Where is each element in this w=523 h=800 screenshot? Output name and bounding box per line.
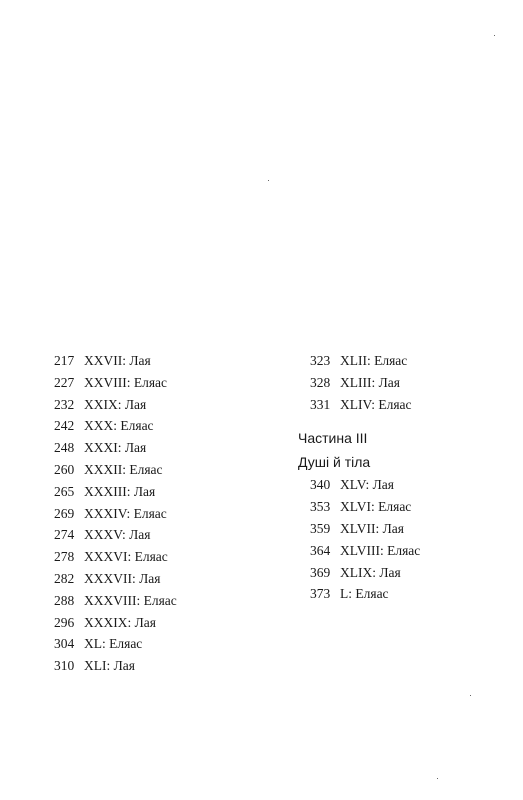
scan-speck xyxy=(437,778,438,779)
chapter-title: XXXVII: Лая xyxy=(84,570,161,586)
chapter-title: XXXV: Лая xyxy=(84,527,151,543)
chapter-title: XXXVIII: Еляас xyxy=(84,592,177,608)
toc-entry[interactable] xyxy=(298,350,498,372)
toc-entry[interactable] xyxy=(298,496,498,518)
toc-entry[interactable] xyxy=(298,474,498,496)
chapter-title: XLIV: Еляас xyxy=(340,396,412,412)
toc-entry[interactable] xyxy=(54,372,284,394)
chapter-title: XXX: Еляас xyxy=(84,418,154,434)
page-number: 282 xyxy=(54,570,75,586)
chapter-title: XXXIII: Лая xyxy=(84,483,156,499)
scan-speck xyxy=(268,180,269,181)
toc-entry[interactable] xyxy=(54,503,284,525)
page-number: 269 xyxy=(54,505,75,521)
chapter-title: L: Еляас xyxy=(340,586,389,602)
part-subtitle: Душі й тіла xyxy=(298,454,371,471)
toc-entry[interactable] xyxy=(298,372,498,394)
chapter-title: XLVI: Еляас xyxy=(340,499,412,515)
toc-entry[interactable] xyxy=(54,633,284,655)
chapter-title: XLIII: Лая xyxy=(340,374,400,390)
page-number: 340 xyxy=(310,477,331,493)
page-number: 353 xyxy=(310,499,331,515)
page-number: 242 xyxy=(54,418,75,434)
chapter-title: XXXIX: Лая xyxy=(84,614,156,630)
toc-entry[interactable] xyxy=(298,394,498,416)
toc-entry[interactable] xyxy=(54,350,284,372)
chapter-title: XLVIII: Еляас xyxy=(340,542,421,558)
page-number: 274 xyxy=(54,527,75,543)
chapter-title: XLI: Лая xyxy=(84,658,135,674)
chapter-title: XLV: Лая xyxy=(340,477,394,493)
toc-entry[interactable] xyxy=(54,394,284,416)
page-number: 296 xyxy=(54,614,75,630)
page-number: 373 xyxy=(310,586,331,602)
page-number: 359 xyxy=(310,520,331,536)
chapter-title: XXXI: Лая xyxy=(84,440,147,456)
toc-entry[interactable] xyxy=(298,583,498,605)
page-number: 232 xyxy=(54,396,75,412)
toc-entry[interactable] xyxy=(54,590,284,612)
chapter-title: XXIX: Лая xyxy=(84,396,147,412)
chapter-title: XL: Еляас xyxy=(84,636,143,652)
page-number: 260 xyxy=(54,461,75,477)
chapter-title: XLIX: Лая xyxy=(340,564,401,580)
toc-entry[interactable] xyxy=(54,415,284,437)
chapter-title: XLII: Еляас xyxy=(340,353,408,368)
spacer xyxy=(298,415,498,426)
page-number: 369 xyxy=(310,564,331,580)
page-number: 217 xyxy=(54,353,75,368)
page-number: 227 xyxy=(54,374,75,390)
scan-speck xyxy=(470,695,471,696)
page-number: 288 xyxy=(54,592,75,608)
scan-speck xyxy=(494,35,495,36)
toc-entry[interactable] xyxy=(298,518,498,540)
chapter-title: XXXIV: Еляас xyxy=(84,505,167,521)
toc-entry[interactable] xyxy=(54,481,284,503)
page-number: 310 xyxy=(54,658,75,674)
part-label: Частина III xyxy=(298,430,368,447)
chapter-title: XXVII: Лая xyxy=(84,353,151,368)
chapter-title: XXVIII: Еляас xyxy=(84,374,168,390)
toc-right-column xyxy=(298,350,498,605)
toc-entry[interactable] xyxy=(54,546,284,568)
toc-entry[interactable] xyxy=(54,612,284,634)
page-number: 331 xyxy=(310,396,331,412)
toc-left-column xyxy=(54,350,284,677)
toc-entry[interactable] xyxy=(54,437,284,459)
page-number: 328 xyxy=(310,374,331,390)
chapter-title: XXXII: Еляас xyxy=(84,461,163,477)
toc-entry[interactable] xyxy=(54,524,284,546)
toc-entry[interactable] xyxy=(54,568,284,590)
chapter-title: XXXVI: Еляас xyxy=(84,549,168,565)
toc-entry[interactable] xyxy=(54,655,284,677)
page-number: 265 xyxy=(54,483,75,499)
toc-entry[interactable] xyxy=(54,459,284,481)
page-number: 278 xyxy=(54,549,75,565)
page-number: 248 xyxy=(54,440,75,456)
page-number: 323 xyxy=(310,353,331,368)
page-number: 364 xyxy=(310,542,331,558)
toc-entry[interactable] xyxy=(298,540,498,562)
toc-entry[interactable] xyxy=(298,562,498,584)
chapter-title: XLVII: Лая xyxy=(340,520,404,536)
page-number: 304 xyxy=(54,636,75,652)
